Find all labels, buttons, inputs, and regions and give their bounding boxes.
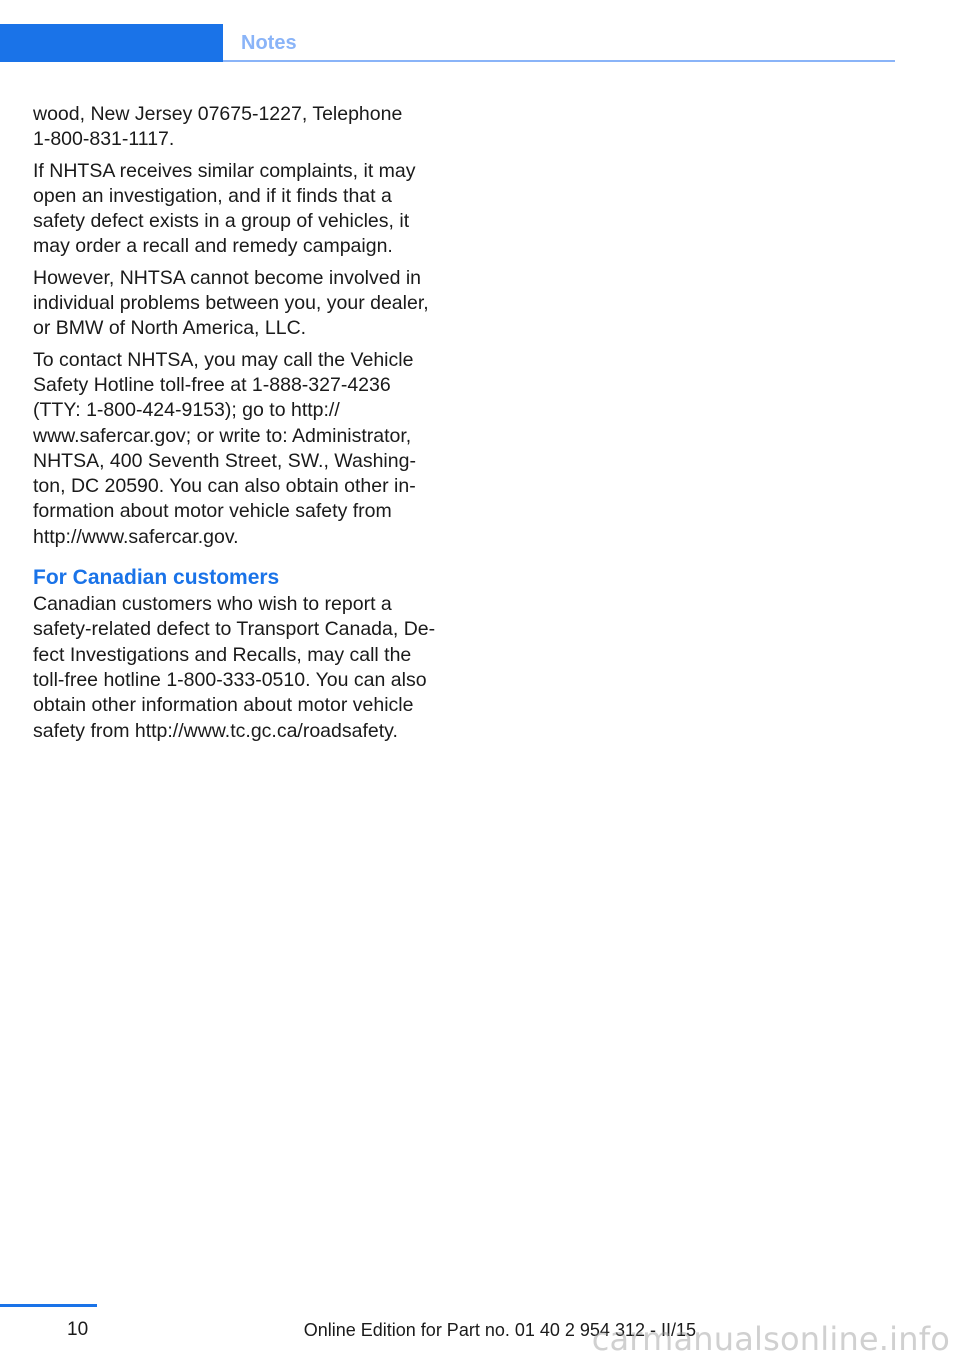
text-line: However, NHTSA cannot become involved in	[33, 266, 422, 289]
text-line: toll-free hotline 1-800-333-0510. You can also	[33, 668, 427, 691]
paragraph-contact	[33, 348, 453, 550]
text-line: may order a recall and remedy campaign.	[33, 235, 393, 258]
section-title: Notes	[241, 32, 297, 54]
text-line: NHTSA, 400 Seventh Street, SW., Washing-	[33, 449, 416, 472]
text-line: To contact NHTSA, you may call the Vehicle	[33, 348, 414, 371]
text-line: safety defect exists in a group of vehicles, it	[33, 210, 410, 233]
watermark: carmanualsonline.info	[591, 1320, 950, 1358]
paragraph-address	[33, 102, 453, 153]
text-line: fect Investigations and Recalls, may call the	[33, 643, 412, 666]
section-heading: For Canadian customers	[33, 566, 280, 590]
text-line: obtain other information about motor vehicle	[33, 694, 414, 717]
paragraph-complaints	[33, 159, 453, 260]
text-line: Safety Hotline toll-free at 1-888-327-4236	[33, 373, 391, 396]
text-line: 1-800-831-1117.	[33, 128, 175, 151]
text-line: If NHTSA receives similar complaints, it may	[33, 159, 416, 182]
text-line: www.safercar.gov; or write to: Administrator,	[33, 424, 412, 447]
text-line: open an investigation, and if it finds that a	[33, 184, 392, 207]
header-accent-bar	[0, 24, 223, 62]
text-line: formation about motor vehicle safety from	[33, 500, 392, 523]
text-line: safety from http://www.tc.gc.ca/roadsafety.	[33, 719, 398, 742]
paragraph-involvement	[33, 266, 453, 342]
paragraph-canada	[33, 592, 453, 744]
text-line: http://www.safercar.gov.	[33, 525, 239, 548]
footer-rule	[0, 1304, 97, 1307]
edition-text: Online Edition for Part no. 01 40 2 954 312 - II/15	[303, 1320, 696, 1340]
text-line: individual problems between you, your dealer,	[33, 292, 429, 315]
text-line: Canadian customers who wish to report a	[33, 593, 392, 616]
page-content	[33, 102, 453, 750]
text-line: or BMW of North America, LLC.	[33, 317, 307, 340]
page-number: 10	[67, 1319, 89, 1340]
header-rule	[223, 60, 895, 62]
text-line: wood, New Jersey 07675-1227, Telephone	[33, 103, 403, 125]
text-line: (TTY: 1-800-424-9153); go to http://	[33, 399, 340, 422]
text-line: safety-related defect to Transport Canada, De-	[33, 618, 436, 641]
text-line: ton, DC 20590. You can also obtain other in-	[33, 475, 416, 498]
